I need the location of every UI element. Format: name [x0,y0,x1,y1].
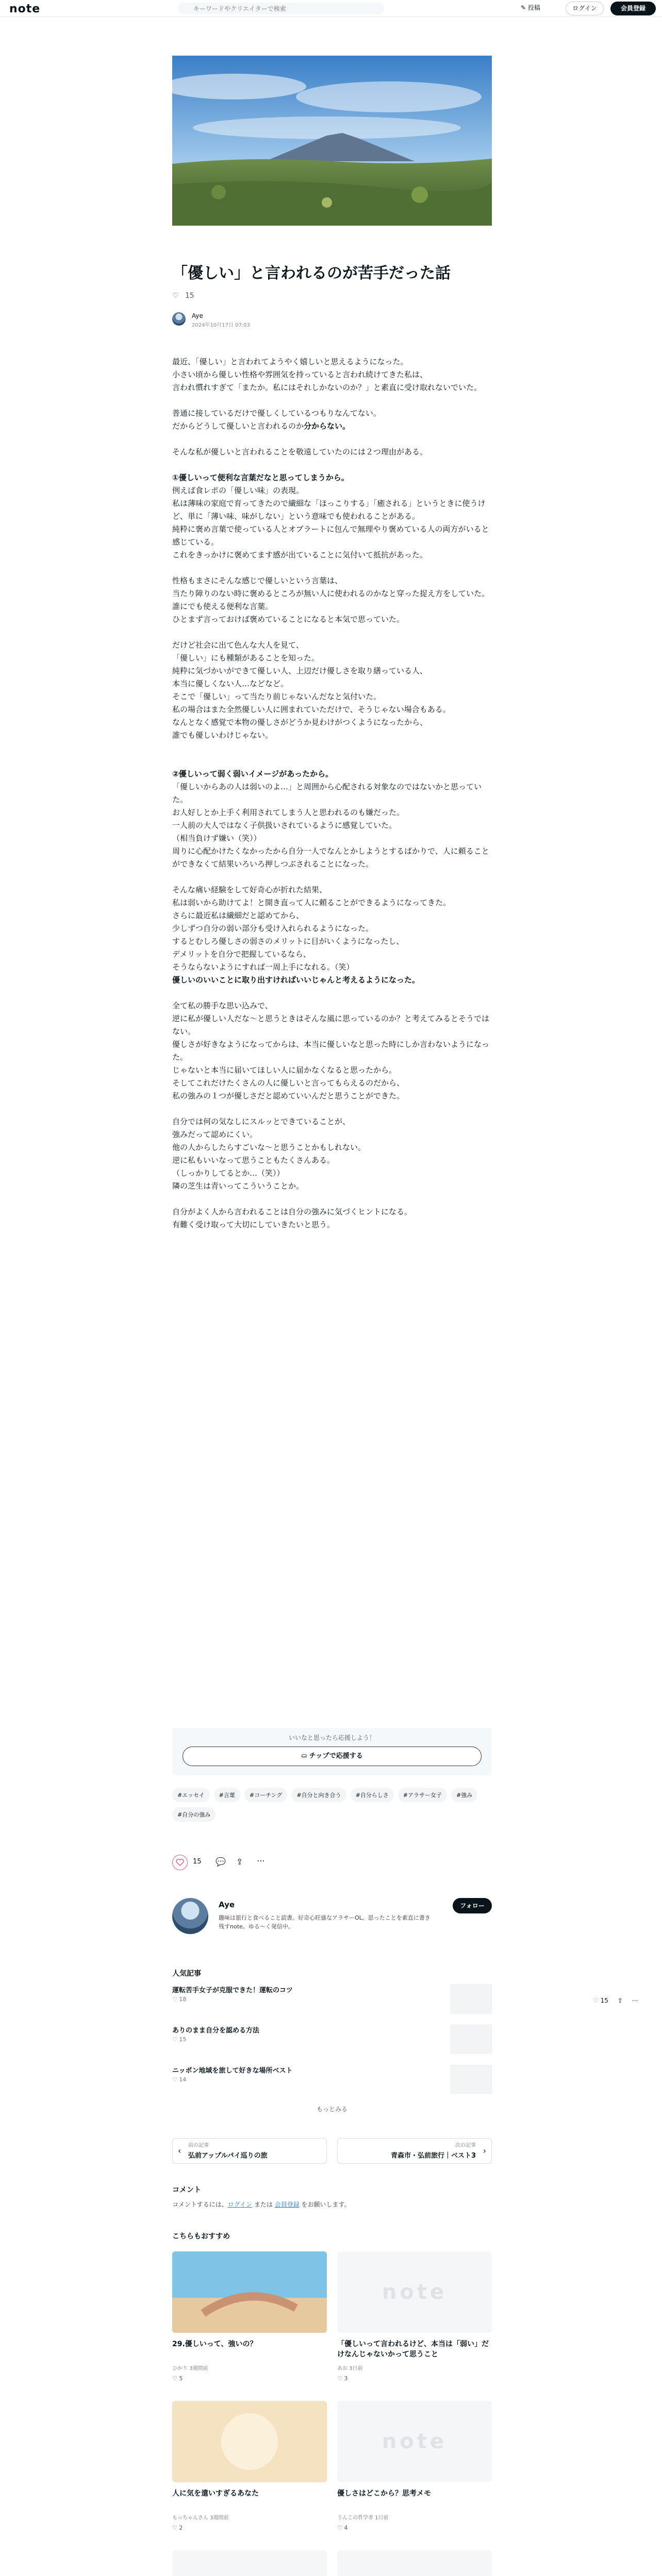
article-hero-image [172,56,492,226]
article-paragraph: 優しさが好きなようになってからは、本当に優しいなと思った時にしか言わないようになった。 [172,1040,490,1062]
tag-chip[interactable]: #言葉 [214,1788,240,1802]
card-meta: ひかり 3週間前 [172,2366,208,2371]
popular-item-title: 運転苦手女子が克服できた！運転のコツ [172,1987,293,1994]
more-icon[interactable]: ⋯ [632,1997,638,2004]
article-paragraph: なんとなく感覚で本物の優しさがどうか見わけがつくようになったから、 [172,718,428,727]
more-icon[interactable]: ⋯ [257,1856,265,1866]
article-paragraph: 性格もまさにそんな感じで優しいという言葉は、 [172,576,343,585]
article-paragraph: そうならないようにすれば一周上手になれる。（笑） [172,962,354,972]
side-actions: ♡ 15 ⇪ ⋯ [593,1997,638,2004]
comments-prompt: コメントするには、ログイン または 会員登録 をお願いします。 [172,2201,351,2208]
comments-heading: コメント [172,2186,201,2194]
follow-button[interactable]: フォロー [453,1898,492,1913]
article-paragraph: 隣の芝生は青いってこういうことか。 [172,1181,304,1191]
card-likes: ♡ 5 [172,2375,183,2382]
tag-chip[interactable]: #アラサー女子 [398,1788,447,1802]
article-paragraph: 一人前の大人ではなく子供扱いされているように感覚していた。 [172,821,397,830]
article-paragraph: 最近、「優しい」と言われてようやく嬉しいと思えるようになった。 [172,357,408,366]
author-name[interactable]: Aye [192,312,203,319]
article-paragraph: 純粋に気づかいができて優しい人、上辺だけ優しさを取り繕っている人、 [172,666,428,675]
prev-title: 弘前アップルパイ巡りの旅 [188,2152,268,2160]
card-title: 29.優しいって、強いの？ [172,2340,257,2348]
card-title: 優しさはどこから？思考メモ [337,2489,431,2498]
article-paragraph: これをきっかけに褒めてます感が出ていることに気付いて抵抗があった。 [172,550,427,560]
card-meta: もっちゃんさん 3週間前 [172,2515,229,2521]
share-icon[interactable]: ⇪ [617,1997,623,2004]
tag-chip[interactable]: #エッセイ [172,1788,210,1802]
card-likes: ♡ 3 [337,2375,348,2382]
heart-icon [173,1855,187,1870]
popular-item[interactable] [172,1985,492,2021]
popular-item[interactable] [172,2065,492,2101]
article-paragraph: （しっかりしてるとか…（笑）） [172,1168,285,1178]
card-title: 「優しいって言われるけど、本当は「弱い」だけなんじゃないかって思うこと [337,2340,489,2359]
card-thumbnail [172,2550,327,2576]
article-paragraph [172,1193,492,1206]
site-header [0,0,662,17]
article-paragraph: 純粋に褒め言葉で使っている人とオブラートに包んで無理やり褒めている人の両方がいると感じている。 [172,524,489,547]
author-avatar[interactable] [172,312,186,326]
article-paragraph: じゃないと本当に届いてほしい人に届かなくなると思ったから。 [172,1065,397,1075]
article-paragraph: 誰にでも使える便利な言葉。 [172,602,273,611]
comment-icon[interactable]: 💬 [216,1857,226,1867]
popular-item-likes: ♡ 14 [172,2076,187,2083]
tip-button[interactable]: ⛀ チップで応援する [183,1747,482,1766]
article-actions [172,1855,492,1870]
article-paragraph: 本当に優しくない人…などなど。 [172,679,289,688]
popular-item-thumbnail [451,2025,492,2054]
recommended-card[interactable] [337,2550,492,2576]
recommended-card[interactable] [172,2550,327,2576]
popular-item-thumbnail [451,1985,492,2013]
publish-date: 2024年10月17日 07:03 [192,323,250,328]
author-profile [172,1898,492,1955]
prev-label: 前の記事 [188,2143,209,2148]
article-paragraph [172,433,492,446]
popular-item-title: ありのまま自分を認める方法 [172,2027,260,2035]
note-placeholder-logo: note [382,2430,448,2453]
next-label: 次の記事 [455,2143,476,2148]
card-thumbnail [337,2401,492,2482]
article-paragraph: 私の場合はまた全然優しい人に囲まれていただけで、そうじゃない場合もある。 [172,705,451,714]
popular-item[interactable] [172,2025,492,2061]
article-paragraph: だからどうして優しいと言われるのか分からない。 [172,421,351,431]
article-paragraph: そんな私が優しいと言われることを敬遠していたのには２つ理由がある。 [172,447,428,456]
article-paragraph: 強みだって認めにくい。 [172,1130,258,1139]
article-paragraph: 例えば食レポの「優しい味」の表現。 [172,486,304,495]
signup-button[interactable]: 会員登録 [610,2,656,15]
tag-chip[interactable]: #強み [451,1788,477,1802]
comments-section [172,2184,492,2209]
profile-avatar[interactable] [172,1898,208,1934]
share-icon[interactable]: ⇪ [236,1857,243,1867]
popular-item-thumbnail [451,2065,492,2094]
more-link[interactable]: もっとみる [316,2106,347,2113]
article-paragraph: 言われ慣れすぎて「またか。私にはそれしかないのか？」と素直に受け取れないでいた。 [172,383,482,392]
support-prompt: いいなと思ったら応援しよう！ [288,1734,375,1741]
profile-name[interactable]: Aye [219,1900,235,1909]
article-paragraph: さらに最近私は繊細だと認めてから、 [172,911,304,920]
card-meta: うんこの哲学者 1日前 [337,2515,389,2521]
article-paragraph: お人好しとか上手く利用されてしまう人と思われるのも嫌だった。 [172,808,405,817]
article-paragraph: 有難く受け取って大切にしていきたいと思う。 [172,1220,335,1229]
card-thumbnail [172,2251,327,2333]
recommendations [172,2231,492,2531]
article-paragraph: 逆に私もいいなって思うこともたくさんある。 [172,1156,335,1165]
note-placeholder-logo: note [382,2280,448,2304]
article-paragraph: そこで「優しい」って当たり前じゃないんだなと気付いた。 [172,692,382,701]
card-title: 人に気を遣いすぎるあなた [172,2489,259,2498]
next-title: 青森市・弘前旅行｜ベスト3 [390,2152,476,2160]
pen-icon: ✎ [521,4,526,11]
note-logo[interactable]: note [9,3,41,15]
article-paragraph: 当たり障りのない時に褒めるところが無い人に使われるのかなと穿った捉え方をしていた。 [172,589,490,598]
like-count: 15 [193,1858,202,1866]
article-paragraph [172,742,492,755]
article-paragraph [172,1103,492,1115]
article-paragraph [172,562,492,574]
article-paragraph: デメリットを自分で把握しているなら、 [172,950,311,959]
article-paragraph: ②優しいって弱く弱いイメージがあったから。 [172,769,334,778]
article-paragraph: ①優しいって便利な言葉だなと思ってしまうから。 [172,473,349,482]
article-like-count[interactable]: ♡ 15 [172,292,194,300]
heart-icon: ♡ [172,292,179,300]
recs-heading: こちらもおすすめ [172,2232,230,2241]
article-paragraph: 「優しい」にも種類があることを知った。 [172,653,320,663]
article-paragraph: だけど社会に出て色んな大人を見て、 [172,640,304,650]
article-paragraph [172,755,492,768]
article-paragraph: そしてこれだけたくさんの人に優しいと言ってもらえるのだから、 [172,1078,405,1088]
article-paragraph: 少しずつ自分の弱い部分も受け入れられるようになった。 [172,924,374,933]
tag-chip[interactable]: #コーチング [244,1788,287,1802]
support-box [172,1728,492,1775]
heart-icon[interactable]: ♡ [593,1997,599,2004]
article-title: 「優しい」と言われるのが苦手だった話 [172,264,451,282]
card-likes: ♡ 4 [337,2524,348,2531]
comment-login-link[interactable]: ログイン [227,2201,253,2208]
article-paragraph: 全て私の勝手な思い込みで、 [172,1001,273,1010]
recommended-card[interactable] [172,2401,327,2531]
comment-signup-link[interactable]: 会員登録 [274,2201,300,2208]
popular-item-title: ニッポン地域を旅して好きな場所ベスト [172,2067,293,2075]
login-button[interactable]: ログイン [566,2,604,15]
article-paragraph [172,871,492,884]
article-paragraph: 他の人からしたらすごいな〜と思うことかもしれない。 [172,1143,366,1152]
article-paragraph: 「優しいからあの人は弱いのよ…」と周囲から心配される対象なのではないかと思っていた。 [172,782,482,804]
article-paragraph: 自分では何の気なしにスルッとできていることが、 [172,1117,351,1126]
card-thumbnail [337,2251,492,2333]
article-paragraph: 逆に私が優しい人だな〜と思うときはそんな風に思っているのか？と考えてみるとそうではない。 [172,1014,490,1036]
recommended-card[interactable] [337,2401,492,2531]
tag-chip[interactable]: #自分の強み [172,1807,216,1822]
note-placeholder-logo [172,2550,327,2576]
popular-heading: 人気記事 [172,1970,201,1978]
article-paragraph [172,987,492,999]
article-paragraph: 私は弱いから助けてよ！と開き直って人に頼ることができるようになってきた。 [172,898,451,907]
card-thumbnail [337,2550,492,2576]
popular-item-likes: ♡ 15 [172,2036,187,2043]
article-paragraph [172,394,492,407]
article-paragraph: そんな痛い経験をして好奇心が折れた結果、 [172,885,327,894]
article-paragraph: するとむしろ優しさの弱さのメリットに目がいくようになったし、 [172,937,404,946]
article-paragraph [172,459,492,471]
article-body [172,355,492,1231]
tag-chip[interactable]: #自分らしさ [351,1788,394,1802]
chevron-left-icon: ‹ [178,2146,181,2156]
article-paragraph: ひとまず言っておけば褒めていることになると本気で思っていた。 [172,615,405,624]
article-paragraph: 自分がよく人から言われることは自分の強みに気づくヒントになる。 [172,1207,412,1216]
like-button[interactable] [172,1855,188,1870]
post-button[interactable]: ✎ 投稿 [521,4,540,11]
recommended-card[interactable] [172,2251,327,2382]
article-paragraph: 誰でも優しいわけじゃない。 [172,731,273,740]
popular-item-likes: ♡ 18 [172,1996,187,2003]
recommended-card[interactable] [337,2251,492,2382]
popular-articles [172,1968,492,2083]
article-nav [172,2138,492,2164]
profile-bio: 趣味は旅行と食べること読書。好奇心旺盛なアラサーOL。思ったことを素直に書き残すnote。ゆる〜く発信中。 [219,1914,431,1930]
article-paragraph: 優しいのいいことに取り出すければいいじゃんと考えるようになった。 [172,975,420,985]
card-meta: あお 3日前 [337,2366,363,2371]
note-placeholder-logo [337,2550,492,2576]
article-paragraph [172,626,492,639]
card-thumbnail [172,2401,327,2482]
prev-article-link[interactable] [172,2138,327,2164]
article-paragraph: 私は薄味の家庭で育ってきたので繊細な「ほっこりする」「癒される」というときに使うけど、単に「薄い味、味がしない」という意味でも使われることがある。 [172,499,486,521]
card-likes: ♡ 2 [172,2524,183,2531]
tip-icon: ⛀ [301,1752,307,1760]
chevron-right-icon: › [483,2146,486,2156]
article-paragraph: 普通に接しているだけで優しくしているつもりなんてない。 [172,409,381,418]
next-article-link[interactable] [337,2138,492,2164]
tag-list [172,1788,492,1827]
search-input[interactable] [178,3,384,14]
article-paragraph: 周りに心配かけたくなかったから自分一人でなんとかしようとするばかりで、人に頼ることができなくて結果いろいろ押しつぶされることになった。 [172,846,489,869]
article-paragraph: 小さい頃から優しい性格や雰囲気を持っていると言われ続けてきた私は、 [172,370,428,379]
article-paragraph: 私の強みの１つが優しさだと認めていいんだと思うことができた。 [172,1091,405,1100]
article-paragraph: （相当負けず嫌い（笑）） [172,834,261,843]
tag-chip[interactable]: #自分と向き合う [291,1788,346,1802]
